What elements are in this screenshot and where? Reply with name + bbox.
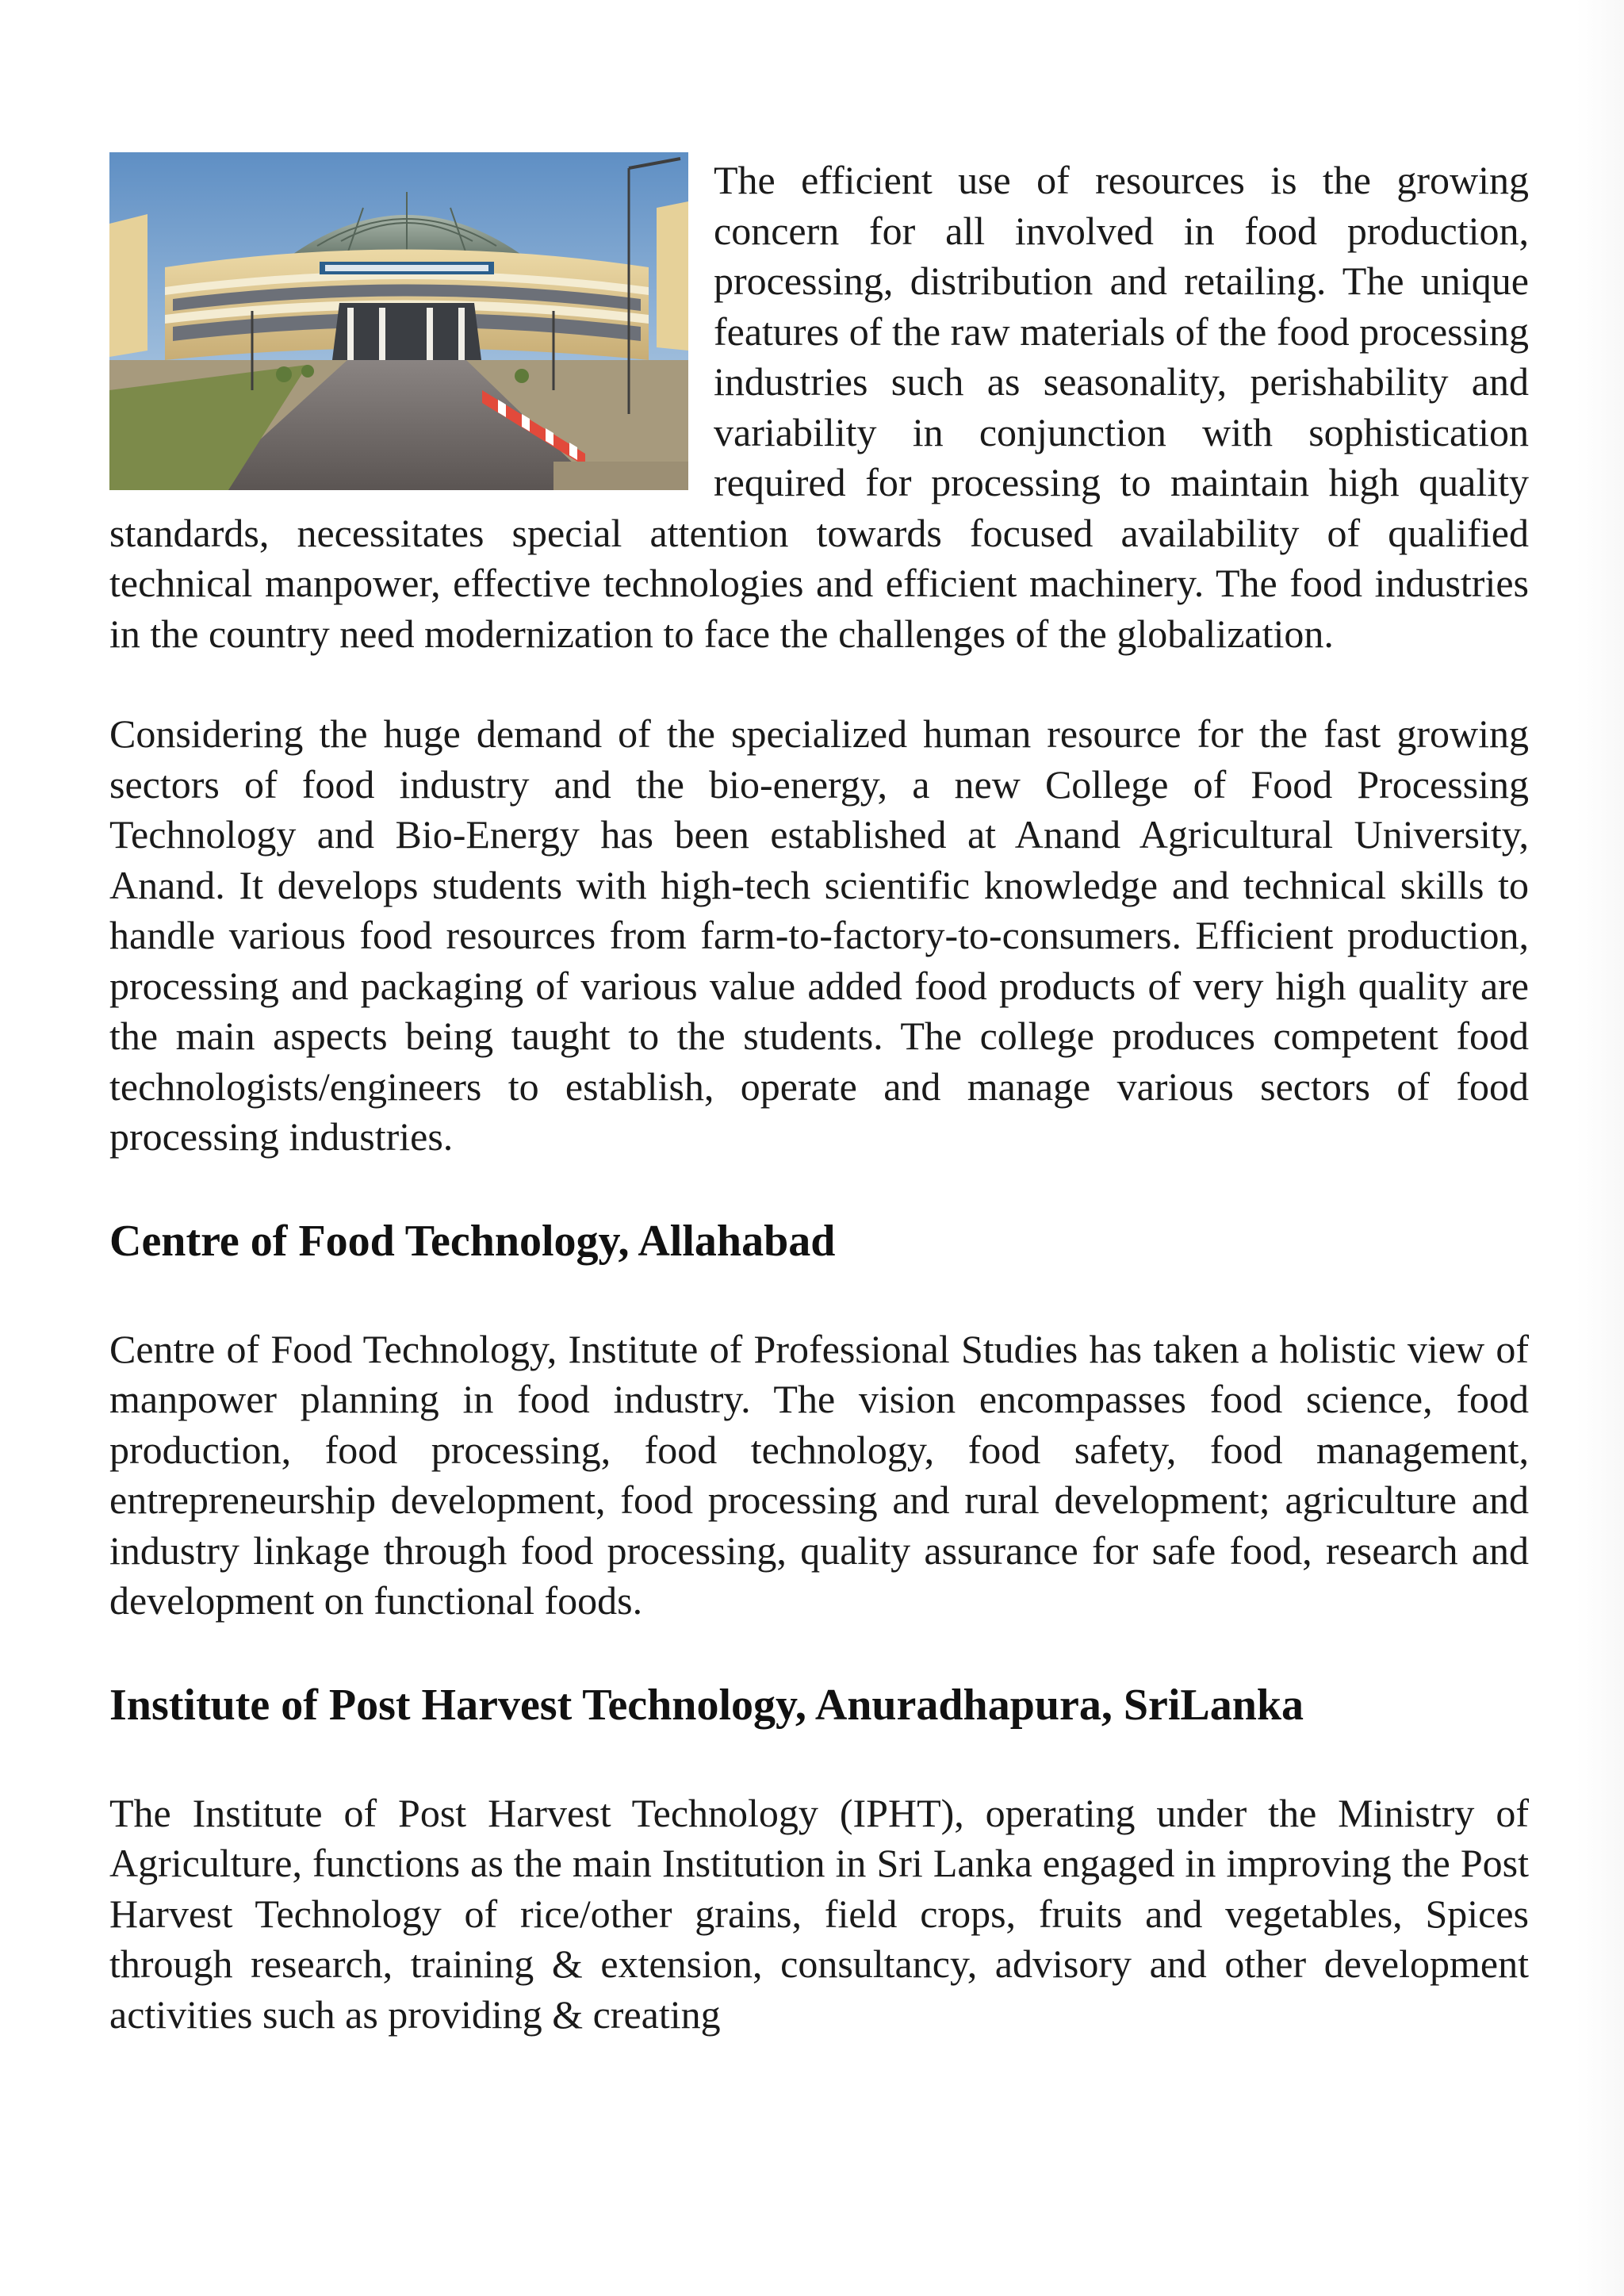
building-illustration xyxy=(109,152,688,490)
document-content xyxy=(109,155,1529,2040)
section-heading-allahabad: Centre of Food Technology, Allahabad xyxy=(109,1216,836,1266)
college-building-photo xyxy=(109,152,688,490)
intro-paragraph: The efficient use of resources is the growing concern for all involved in food production, processing, distribution and retailing. The unique features of the raw materials of the food processing industries such as seasonality, perishability and variability in conjunction with sophistication required for processing to maintain high quality standards, necessitates special attention towards focused availability of qualified technical manpower, effective technologies and efficient machinery. The food industries in the country need modernization to face the challenges of the globalization. xyxy=(109,158,1529,656)
allahabad-paragraph: Centre of Food Technology, Institute of Professional Studies has taken a holistic view of manpower planning in food industry. The vision encompasses food science, food production, food processing, food technology, food safety, food management, entrepreneurship development, food processing and rural development; agriculture and industry linkage through food processing, quality assurance for safe food, research and development on functional foods. xyxy=(109,1326,1529,1623)
section-heading-srilanka: Institute of Post Harvest Technology, Anuradhapura, SriLanka xyxy=(109,1680,1304,1730)
college-paragraph: Considering the huge demand of the specialized human resource for the fast growing sectors of food industry and the bio-energy, a new College of Food Processing Technology and Bio-Energy has been established at Anand Agricultural University, Anand. It develops students with high-tech scientific knowledge and technical skills to handle various food resources from farm-to-factory-to-consumers. Efficient production, processing and packaging of various value added food products of very high quality are the main aspects being taught to the students. The college produces competent food technologists/engineers to establish, operate and manage various sectors of food processing industries. xyxy=(109,711,1529,1159)
page-edge-shadow xyxy=(1576,0,1624,2296)
srilanka-paragraph: The Institute of Post Harvest Technology (IPHT), operating under the Ministry of Agriculture, functions as the main Institution in Sri Lanka engaged in improving the Post Harvest Technology of rice/other grains, field crops, fruits and vegetables, Spices through research, training & extension, consultancy, advisory and other development activities such as providing & creating xyxy=(109,1790,1529,2037)
